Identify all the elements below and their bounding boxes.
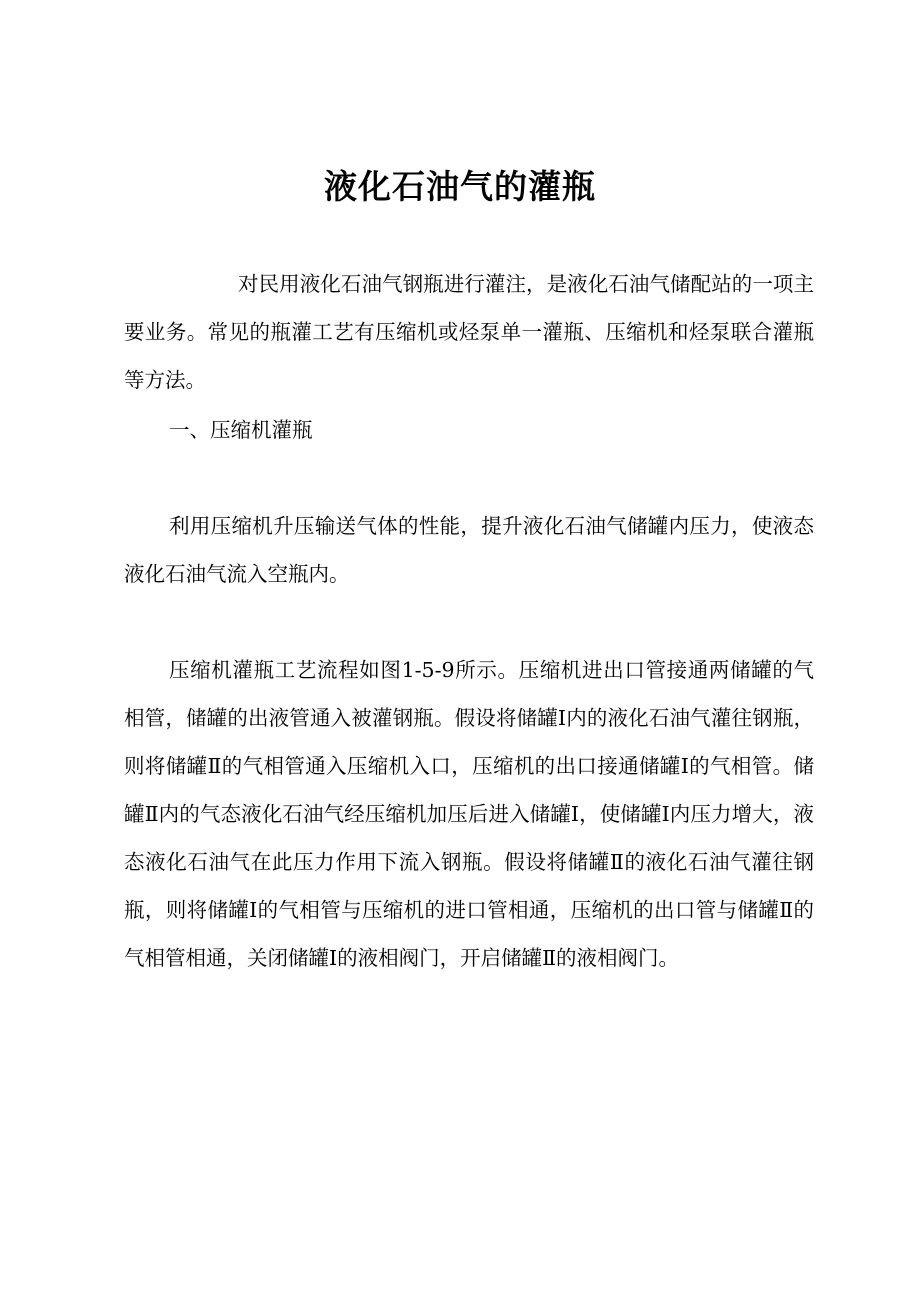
intro-paragraph: 对民用液化石油气钢瓶进行灌注，是液化石油气储配站的一项主要业务。常见的瓶灌工艺有压缩机或烃泵单一灌瓶、压缩机和烃泵联合灌瓶等方法。 xyxy=(124,272,814,392)
document-title: 液化石油气的灌瓶 xyxy=(324,167,596,206)
body-paragraph-2: 压缩机灌瓶工艺流程如图1-5-9所示。压缩机进出口管接通两储罐的气相管，储罐的出液管通入被灌钢瓶。假设将储罐Ⅰ内的液化石油气灌往钢瓶，则将储罐Ⅱ的气相管通入压缩机入口，压缩机的出口接通储罐Ⅰ的气相管。储罐Ⅱ内的气态液化石油气经压缩机加压后进入储罐Ⅰ，使储罐Ⅰ内压力增大，液态液化石油气在此压力作用下流入钢瓶。假设将储罐Ⅱ的液化石油气灌往钢瓶，则将储罐Ⅰ的气相管与压缩机的进口管相通，压缩机的出口管与储罐Ⅱ的气相管相通，关闭储罐Ⅰ的液相阀门，开启储罐Ⅱ的液相阀门。 xyxy=(124,658,814,970)
body-paragraph-1: 利用压缩机升压输送气体的性能，提升液化石油气储罐内压力，使液态液化石油气流入空瓶内。 xyxy=(124,514,814,586)
section-heading: 一、压缩机灌瓶 xyxy=(169,418,313,442)
